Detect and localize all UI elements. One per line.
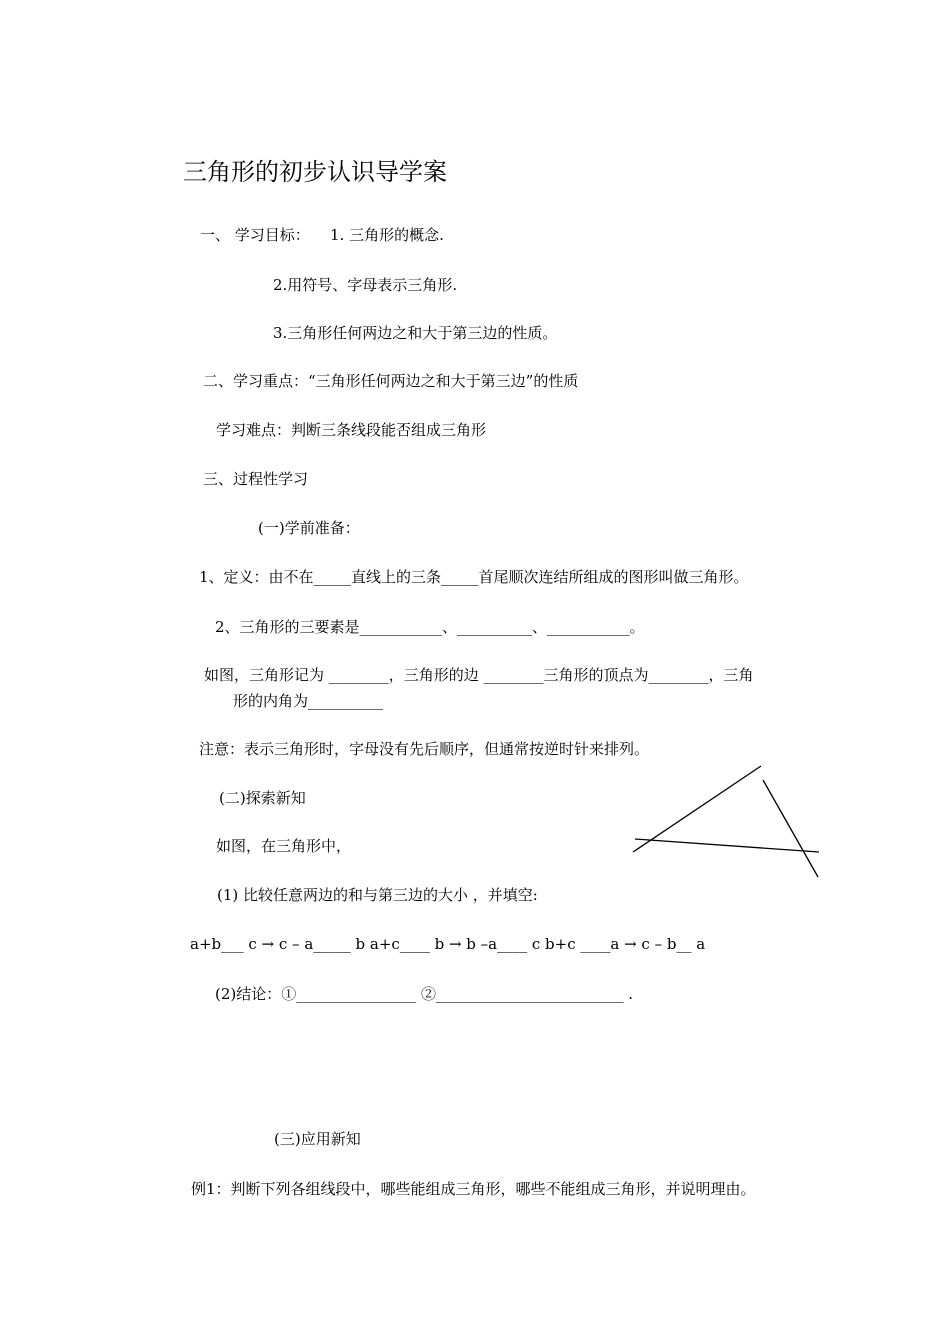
goals-label: 一、 学习目标： [200, 226, 310, 244]
definition-1: 1、定义：由不在_____直线上的三条_____首尾顺次连结所组成的图形叫做三角形。 [199, 568, 749, 586]
triangle-figure [625, 760, 825, 885]
goal-3: 3.三角形任何两边之和大于第三边的性质。 [273, 324, 558, 342]
triangle-side-left [633, 766, 761, 852]
difficulty: 学习难点：判断三条线段能否组成三角形 [216, 421, 487, 439]
triangle-side-right [763, 780, 818, 877]
goal-1: 1. 三角形的概念. [330, 226, 444, 244]
process-heading: 三、过程性学习 [203, 470, 309, 488]
example-1: 例1：判断下列各组线段中，哪些能组成三角形，哪些不能组成三角形，并说明理由。 [191, 1180, 756, 1198]
definition-2: 2、三角形的三要素是___________、__________、___________。 [215, 618, 645, 636]
compare-instruction: (1) 比较任意两边的和与第三边的大小 ，并填空: [217, 886, 538, 904]
conclusion-line: (2)结论：①________________ ②_________________________ . [215, 985, 634, 1003]
inequalities-line: a+b___ c → c – a_____ b a+c____ b → b –a____ c b+c ____a → c – b__ a [190, 935, 706, 953]
explore-intro: 如图，在三角形中， [216, 837, 352, 855]
figure-notation-line-1: 如图，三角形记为 ________，三角形的边 ________三角形的顶点为________，三角 [204, 666, 754, 684]
figure-notation-line-2: 形的内角为__________ [233, 692, 384, 710]
goal-2: 2.用符号、字母表示三角形. [273, 276, 458, 294]
key-point: 二、学习重点：“三角形任何两边之和大于第三边”的性质 [203, 372, 579, 390]
prep-heading: (一)学前准备： [258, 519, 360, 537]
explore-heading: (二)探索新知 [219, 789, 306, 807]
note: 注意：表示三角形时，字母没有先后顺序，但通常按逆时针来排列。 [199, 740, 650, 758]
page-title: 三角形的初步认识导学案 [183, 158, 447, 186]
apply-heading: (三)应用新知 [274, 1130, 361, 1148]
triangle-side-bottom [635, 839, 819, 852]
